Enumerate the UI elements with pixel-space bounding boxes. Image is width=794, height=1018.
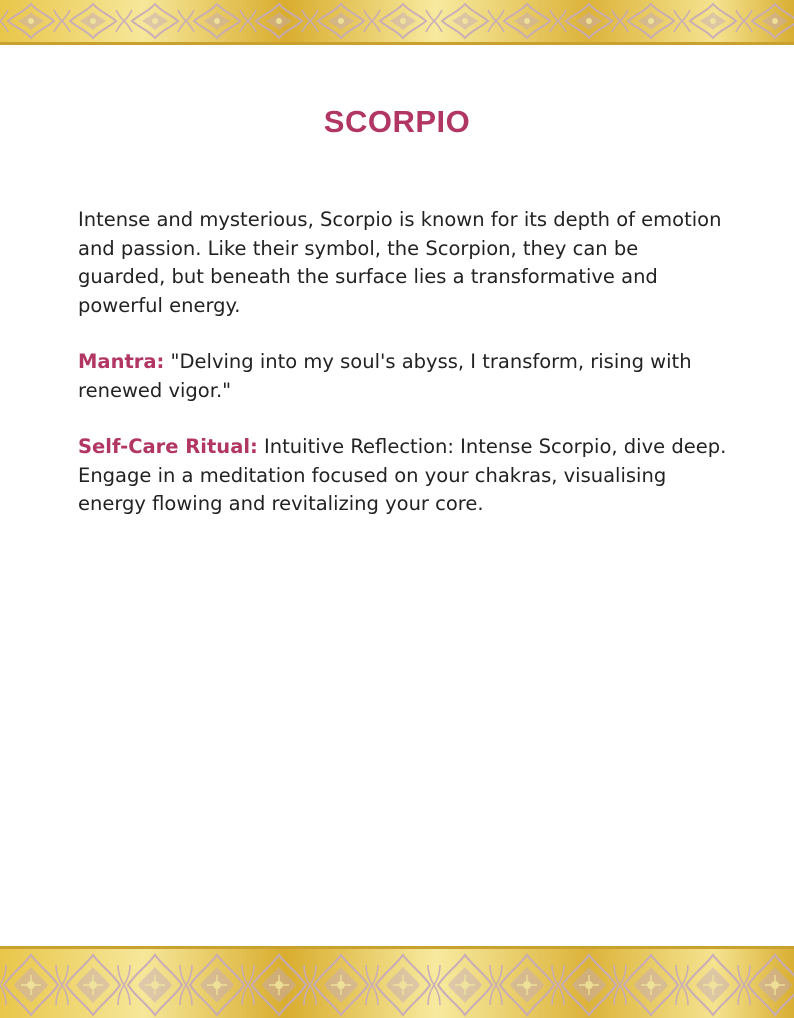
top-ornamental-border bbox=[0, 0, 794, 45]
page-title: SCORPIO bbox=[323, 104, 471, 139]
bottom-border-pattern bbox=[0, 949, 794, 1018]
body-content bbox=[78, 206, 728, 547]
ritual-text: Intuitive Reflection: Intense Scorpio, dive deep. Engage in a meditation focused on your chakras, visualising energy flowing and revitalizing your core. bbox=[78, 435, 727, 515]
mantra-label: Mantra: bbox=[78, 350, 165, 373]
mantra-text: "Delving into my soul's abyss, I transform, rising with renewed vigor." bbox=[78, 350, 692, 402]
top-border-pattern bbox=[0, 0, 794, 42]
bottom-ornamental-border bbox=[0, 946, 794, 1018]
ritual-paragraph bbox=[78, 433, 728, 519]
mantra-paragraph bbox=[78, 348, 728, 405]
intro-paragraph: Intense and mysterious, Scorpio is known for its depth of emotion and passion. Like their symbol, the Scorpion, they can be guarded, but beneath the surface lies a transformative and powerful energy. bbox=[78, 208, 722, 317]
ritual-label: Self-Care Ritual: bbox=[78, 435, 258, 458]
